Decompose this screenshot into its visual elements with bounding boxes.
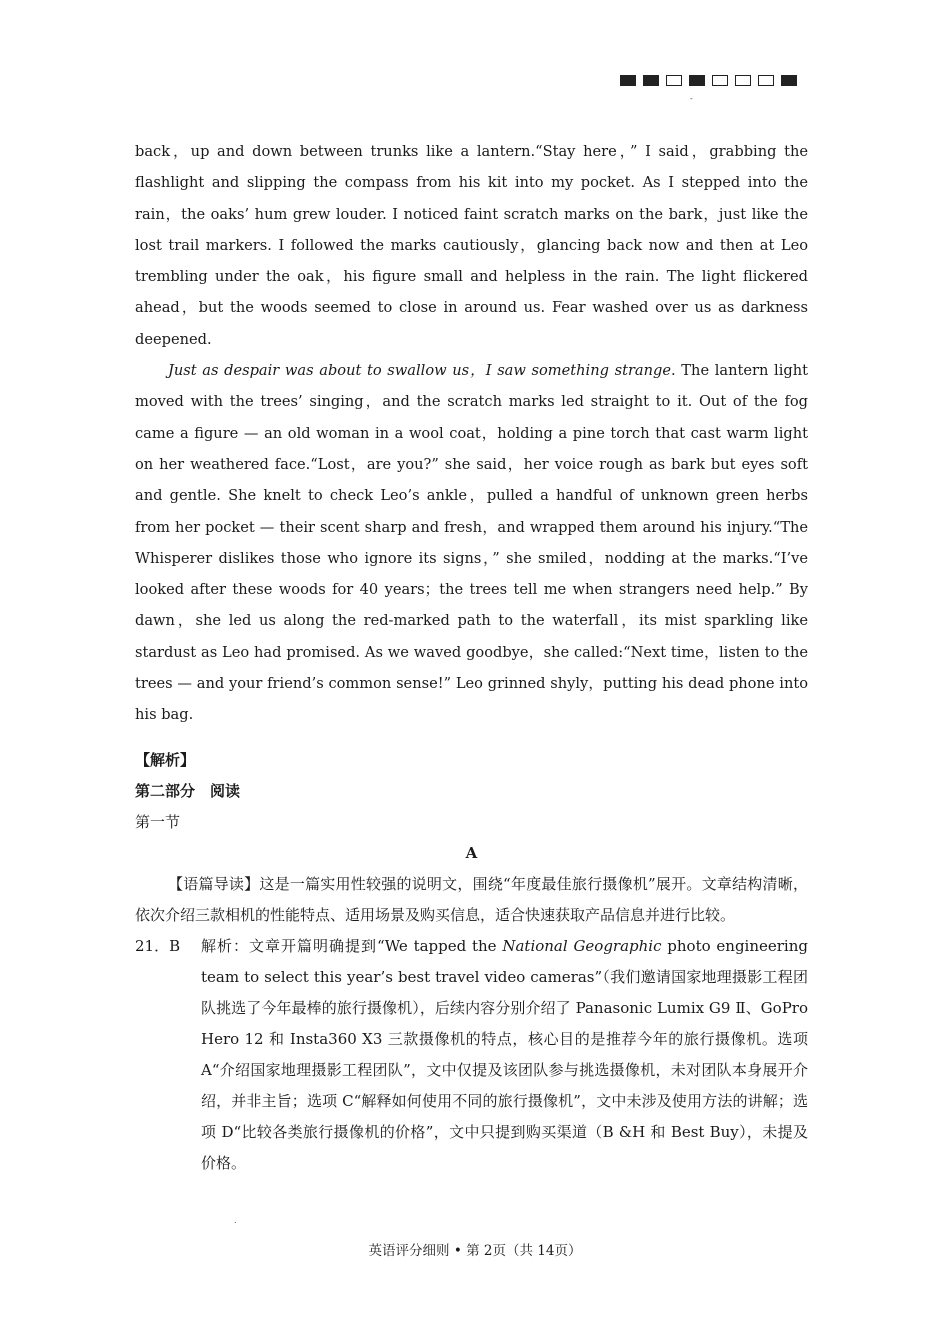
header-square xyxy=(643,75,659,86)
header-square xyxy=(712,75,728,86)
story-text xyxy=(135,136,808,731)
section-title: 第一节 xyxy=(135,812,181,831)
answer-italic-title: National Geographic xyxy=(502,936,662,955)
passage-letter: A xyxy=(465,843,478,862)
passage-guide: 【语篇导读】这是一篇实用性较强的说明文，围绕“年度最佳旅行摄像机”展开。文章结构清晰，依次介绍三款相机的性能特点、适用场景及购买信息，适合快速获取产品信息并进行比较。 xyxy=(135,874,808,924)
header-square xyxy=(620,75,636,86)
story-paragraph-1: back，up and down between trunks like a lantern.“Stay here，” I said，grabbing the flashlight and slipping the compass from his kit into my pocket. As I stepped into the rain，the oaks’ hum grew louder. I noticed faint scratch marks on the bark，just like the lost trail markers. I followed the marks cautiously，glancing back now and then at Leo trembling under the oak，his figure small and helpless in the rain. The light flickered ahead，but the woods seemed to close in around us. Fear washed over us as darkness deepened. xyxy=(135,143,808,348)
header-square xyxy=(735,75,751,86)
header-square xyxy=(689,75,705,86)
story-paragraph-2-text: . The lantern light moved with the trees’ singing，and the scratch marks led straight to it. Out of the fog came a figure — an old woman in a wool coat，holding a pine torch that cast warm light on her weathered face.“Lost，are you?” she said，her voice rough as bark but eyes soft and gentle. She knelt to check Leo’s ankle，pulled a handful of unknown green herbs from her pocket — their scent sharp and fresh，and wrapped them around his injury.“The Whisperer dislikes those who ignore its signs，” she smiled，nodding at the marks.“I’ve looked after these woods for 40 years；the trees tell me when strangers need help.” By dawn，she led us along the red-marked path to the waterfall，its mist sparkling like stardust as Leo had promised. As we waved goodbye，she called:“Next time，listen to the trees — and your friend’s common sense!” Leo grinned shyly，putting his dead phone into his bag. xyxy=(135,362,808,724)
story-paragraph-2 xyxy=(135,355,808,731)
page-content xyxy=(135,136,808,1179)
answer-explanation xyxy=(201,931,808,1179)
analysis-heading: 【解析】 xyxy=(135,750,196,769)
header-dot: - xyxy=(690,94,693,103)
answer-number: 21．B xyxy=(135,936,181,955)
header-square xyxy=(758,75,774,86)
page-footer: 英语评分细则 • 第 2页（共 14页） xyxy=(368,1243,582,1259)
header-square xyxy=(781,75,797,86)
answer-text-start: 解析：文章开篇明确提到“We tapped the xyxy=(201,936,503,955)
header-square xyxy=(666,75,682,86)
analysis-section xyxy=(135,745,808,1179)
story-italic-sentence: Just as despair was about to swallow us，I saw something strange xyxy=(168,362,672,380)
footer-dot: . xyxy=(234,1216,237,1225)
answer-item-21 xyxy=(135,931,808,1179)
answer-text-rest: photo engineering team to select this year’s best travel video cameras”（我们邀请国家地理摄影工程团队挑选了今年最棒的旅行摄像机），后续内容分别介绍了 Panasonic Lumix G9 Ⅱ、GoPro Hero 12 和 Insta360 X3 三款摄像机的特点，核心目的是推荐今年的旅行摄像机。选项 A“介绍国家地理摄影工程团队”，文中仅提及该团队参与挑选摄像机，未对团队本身展开介绍，并非主旨；选项 C“解释如何使用不同的旅行摄像机”，文中未涉及使用方法的讲解；选项 D“比较各类旅行摄像机的价格”，文中只提到购买渠道（B &H 和 Best Buy），未提及价格。 xyxy=(201,936,808,1172)
part-title: 第二部分 阅读 xyxy=(135,781,241,800)
header-marker-squares xyxy=(620,75,797,86)
